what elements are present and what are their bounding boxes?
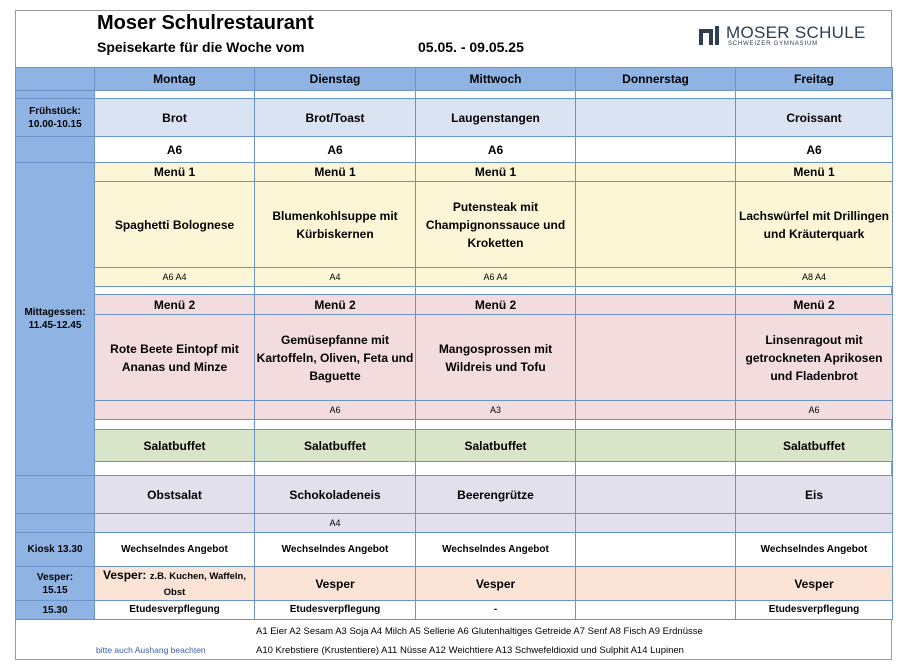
menu2-label [576,295,736,315]
weekly-menu-table [15,67,893,620]
dessert-allergen [576,514,736,533]
menu2-dish: Linsenragout mit getrockneten Aprikosen und Fladenbrot [736,315,893,401]
breakfast-item: Brot/Toast [255,99,416,137]
etudes-row [16,601,893,620]
spacer-row [16,287,893,295]
menu1-label: Menü 1 [95,163,255,182]
menu1-allergen-row [16,268,893,287]
menu1-dish: Spaghetti Bolognese [95,182,255,268]
menu2-dish [576,315,736,401]
breakfast-label: Frühstück: 10.00-10.15 [16,99,95,137]
menu1-dish: Putensteak mit Champignonssauce und Kroketten [416,182,576,268]
menu1-allergen: A6 A4 [95,268,255,287]
spacer-row [16,420,893,430]
menu2-dish-row [16,315,893,401]
menu2-dish: Mangosprossen mit Wildreis und Tofu [416,315,576,401]
lunch-label: Mittagessen: 11.45-12.45 [16,163,95,476]
etudes-label: 15.30 [16,601,95,620]
menu2-label-row [16,295,893,315]
day-header: Donnerstag [576,68,736,91]
page-title: Moser Schulrestaurant [97,12,314,34]
vesper-item [576,567,736,601]
vesper-item: Vesper [255,567,416,601]
breakfast-allergen: A6 [255,137,416,163]
breakfast-row [16,99,893,137]
menu2-allergen: A6 [255,401,416,420]
menu2-label: Menü 2 [255,295,416,315]
moser-logo-icon [698,25,720,47]
footer-note: bitte auch Aushang beachten [96,645,206,655]
week-dates: 05.05. - 09.05.25 [418,39,524,55]
dessert-item: Beerengrütze [416,476,576,514]
menu1-dish: Blumenkohlsuppe mit Kürbiskernen [255,182,416,268]
spacer-row [16,91,893,99]
day-header: Dienstag [255,68,416,91]
salad-item: Salatbuffet [736,430,893,462]
menu1-label: Menü 1 [416,163,576,182]
etudes-item: - [416,601,576,620]
breakfast-allergen [576,137,736,163]
menu1-label: Menü 1 [736,163,893,182]
breakfast-item: Croissant [736,99,893,137]
menu2-allergen: A6 [736,401,893,420]
menu1-dish [576,182,736,268]
breakfast-allergen: A6 [416,137,576,163]
menu1-label-row [16,163,893,182]
dessert-allergen: A4 [255,514,416,533]
menu2-label: Menü 2 [736,295,893,315]
breakfast-item: Laugenstangen [416,99,576,137]
menu2-label: Menü 2 [95,295,255,315]
school-logo [698,24,866,47]
kiosk-item: Wechselndes Angebot [736,533,893,567]
menu1-allergen: A6 A4 [416,268,576,287]
allergen-legend-line-2: A10 Krebstiere (Krustentiere) A11 Nüsse A12 Weichtiere A13 Schwefeldioxid und Sulphit A14 Lupinen [256,645,684,656]
menu1-dish-row [16,182,893,268]
dessert-item: Eis [736,476,893,514]
etudes-item: Etudesverpflegung [95,601,255,620]
logo-name: MOSER SCHULE [726,23,866,42]
menu1-allergen: A4 [255,268,416,287]
dessert-allergen [95,514,255,533]
salad-row [16,430,893,462]
menu2-allergen [95,401,255,420]
salad-item: Salatbuffet [95,430,255,462]
menu1-label [576,163,736,182]
breakfast-item: Brot [95,99,255,137]
dessert-allergen [736,514,893,533]
dessert-item: Obstsalat [95,476,255,514]
breakfast-item [576,99,736,137]
vesper-monday: Vesper: z.B. Kuchen, Waffeln, Obst [95,567,255,601]
menu2-allergen: A3 [416,401,576,420]
allergen-legend-line-1: A1 Eier A2 Sesam A3 Soja A4 Milch A5 Sellerie A6 Glutenhaltiges Getreide A7 Senf A8 Fisch A9 Erdnüsse [256,626,703,637]
menu2-allergen [576,401,736,420]
menu1-allergen [576,268,736,287]
dessert-item: Schokoladeneis [255,476,416,514]
menu2-allergen-row [16,401,893,420]
etudes-item [576,601,736,620]
menu1-label: Menü 1 [255,163,416,182]
dessert-allergen-row [16,514,893,533]
day-header: Freitag [736,68,893,91]
menu2-label: Menü 2 [416,295,576,315]
spacer-row [16,462,893,476]
dessert-allergen [416,514,576,533]
dessert-row [16,476,893,514]
menu2-dish: Rote Beete Eintopf mit Ananas und Minze [95,315,255,401]
vesper-label: Vesper: 15.15 [16,567,95,601]
breakfast-allergen: A6 [736,137,893,163]
breakfast-allergen-row [16,137,893,163]
page-subtitle: Speisekarte für die Woche vom [97,39,305,55]
kiosk-item: Wechselndes Angebot [95,533,255,567]
day-header-row [16,68,893,91]
menu1-allergen: A8 A4 [736,268,893,287]
logo-tagline: SCHWEIZER GYMNASIUM [728,41,818,47]
day-header: Montag [95,68,255,91]
day-header: Mittwoch [416,68,576,91]
etudes-item: Etudesverpflegung [255,601,416,620]
kiosk-item [576,533,736,567]
kiosk-item: Wechselndes Angebot [255,533,416,567]
menu1-dish: Lachswürfel mit Drillingen und Kräuterquark [736,182,893,268]
salad-item: Salatbuffet [416,430,576,462]
vesper-item: Vesper [416,567,576,601]
kiosk-label: Kiosk 13.30 [16,533,95,567]
header-corner [16,68,95,91]
etudes-item: Etudesverpflegung [736,601,893,620]
menu2-dish: Gemüsepfanne mit Kartoffeln, Oliven, Feta und Baguette [255,315,416,401]
salad-item [576,430,736,462]
salad-item: Salatbuffet [255,430,416,462]
breakfast-allergen: A6 [95,137,255,163]
dessert-item [576,476,736,514]
kiosk-item: Wechselndes Angebot [416,533,576,567]
vesper-item: Vesper [736,567,893,601]
vesper-row [16,567,893,601]
kiosk-row [16,533,893,567]
